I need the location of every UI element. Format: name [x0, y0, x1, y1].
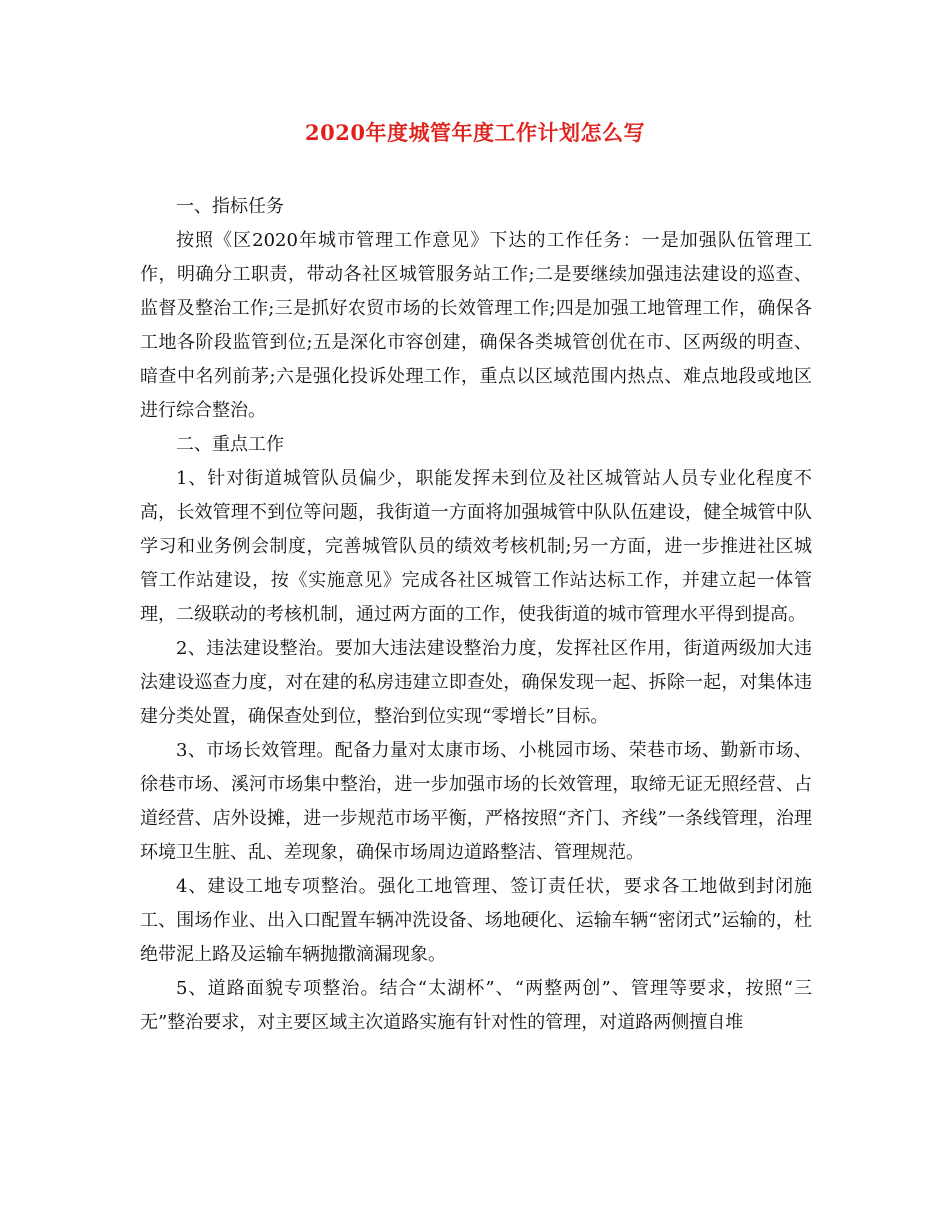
paragraph-item-1: 1、针对街道城管队员偏少，职能发挥未到位及社区城管站人员专业化程度不高，长效管理不到位等问题，我街道一方面将加强城管中队队伍建设，健全城管中队学习和业务例会制度，完善城管队员的绩效考核机制;另一方面，进一步推进社区城管工作站建设，按《实施意见》完成各社区城管工作站达标工作，并建立起一体管理，二级联动的考核机制，通过两方面的工作，使我街道的城市管理水平得到提高。 — [140, 468, 812, 625]
section-heading-key-work: 二、重点工作 — [176, 434, 284, 455]
paragraph-tasks: 按照《区2020年城市管理工作意见》下达的工作任务：一是加强队伍管理工作，明确分工职责，带动各社区城管服务站工作;二是要继续加强违法建设的巡查、监督及整治工作;三是抓好农贸市场的长效管理工作;四是加强工地管理工作，确保各工地各阶段监管到位;五是深化市容创建，确保各类城管创优在市、区两级的明查、暗查中名列前茅;六是强化投诉处理工作，重点以区域范围内热点、难点地段或地区进行综合整治。 — [140, 230, 812, 421]
paragraph-item-5: 5、道路面貌专项整治。结合“太湖杯”、“两整两创”、管理等要求，按照“三无”整治要求，对主要区域主次道路实施有针对性的管理，对道路两侧擅自堆 — [140, 978, 812, 1033]
paragraph-item-3: 3、市场长效管理。配备力量对太康市场、小桃园市场、荣巷市场、勤新市场、徐巷市场、溪河市场集中整治，进一步加强市场的长效管理，取缔无证无照经营、占道经营、店外设摊，进一步规范市场平衡，严格按照“齐门、齐线”一条线管理，治理环境卫生脏、乱、差现象，确保市场周边道路整洁、管理规范。 — [140, 740, 812, 863]
section-heading-tasks: 一、指标任务 — [176, 196, 284, 217]
document-title: 2020年度城管年度工作计划怎么写 — [305, 120, 645, 145]
paragraph-item-2: 2、违法建设整治。要加大违法建设整治力度，发挥社区作用，街道两级加大违法建设巡查力度，对在建的私房违建立即查处，确保发现一起、拆除一起，对集体违建分类处置，确保查处到位，整治到位实现“零增长”目标。 — [140, 638, 812, 727]
document-body — [140, 190, 812, 1040]
paragraph-item-4: 4、建设工地专项整治。强化工地管理、签订责任状，要求各工地做到封闭施工、围场作业、出入口配置车辆冲洗设备、场地硬化、运输车辆“密闭式”运输的，杜绝带泥上路及运输车辆抛撒滴漏现象。 — [140, 876, 812, 965]
